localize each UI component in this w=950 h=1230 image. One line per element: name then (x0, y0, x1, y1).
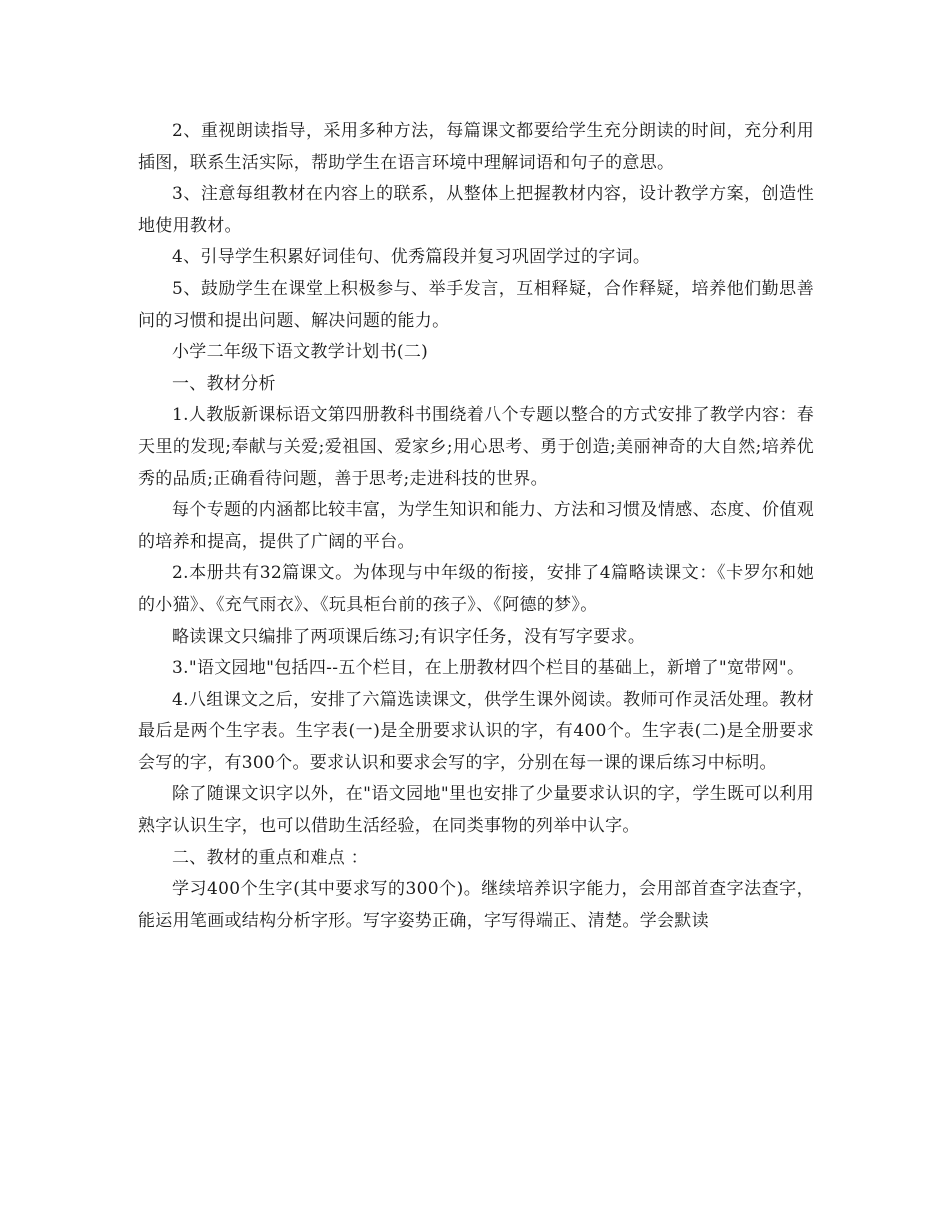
paragraph-skim-reading: 略读课文只编排了两项课后练习;有识字任务，没有写字要求。 (172, 626, 646, 647)
heading-key-points: 二、教材的重点和难点 ： (172, 847, 369, 868)
paragraph-vocabulary-accumulation: 4、引导学生积累好词佳句、优秀篇段并复习巩固学过的字词。 (172, 247, 651, 268)
paragraph-literacy-methods: 除了随课文识字以外，在"语文园地"里也安排了少量要求认识的字，学生既可以利用熟字认识生字，也可以借助生活经验，在同类事物的列举中认字。 (138, 784, 814, 837)
paragraph-character-learning: 学习400个生字(其中要求写的300个)。继续培养识字能力，会用部首查字法查字，能运用笔画或结构分析字形。写字姿势正确，字写得端正、清楚。学会默读 (138, 879, 814, 931)
paragraph-textbook-connection: 3、注意每组教材在内容上的联系，从整体上把握教材内容，设计教学方案，创造性地使用教材。 (138, 184, 814, 236)
paragraph-classroom-participation: 5、鼓励学生在课堂上积极参与、举手发言，互相释疑，合作释疑，培养他们勤思善问的习惯和提出问题、解决问题的能力。 (138, 278, 814, 331)
section-title-plan-two: 小学二年级下语文教学计划书(二) (172, 342, 429, 363)
paragraph-language-garden: 3."语文园地"包括四--五个栏目，在上册教材四个栏目的基础上，新增了"宽带网"。 (172, 658, 805, 679)
document-page (138, 116, 814, 937)
paragraph-character-tables: 4.八组课文之后，安排了六篇选读课文，供学生课外阅读。教师可作灵活处理。教材最后是两个生字表。生字表(一)是全册要求认识的字，有400个。生字表(二)是全册要求会写的字，有300个。要求认识和要求会写的字，分别在每一课的课后练习中标明。 (138, 689, 814, 773)
heading-textbook-analysis: 一、教材分析 (172, 373, 276, 394)
paragraph-topic-content: 每个专题的内涵都比较丰富，为学生知识和能力、方法和习惯及情感、态度、价值观的培养和提高，提供了广阔的平台。 (138, 500, 814, 552)
paragraph-eight-topics: 1.人教版新课标语文第四册教科书围绕着八个专题以整合的方式安排了教学内容：春天里的发现;奉献与关爱;爱祖国、爱家乡;用心思考、勇于创造;美丽神奇的大自然;培养优秀的品质;正确看待问题，善于思考;走进科技的世界。 (138, 405, 814, 489)
paragraph-reading-guidance: 2、重视朗读指导，采用多种方法，每篇课文都要给学生充分朗读的时间，充分利用插图，联系生活实际，帮助学生在语言环境中理解词语和句子的意思。 (138, 121, 814, 173)
paragraph-lesson-count: 2.本册共有32篇课文。为体现与中年级的衔接，安排了4篇略读课文：《卡罗尔和她的小猫》、《充气雨衣》、《玩具柜台前的孩子》、《阿德的梦》。 (138, 563, 814, 615)
